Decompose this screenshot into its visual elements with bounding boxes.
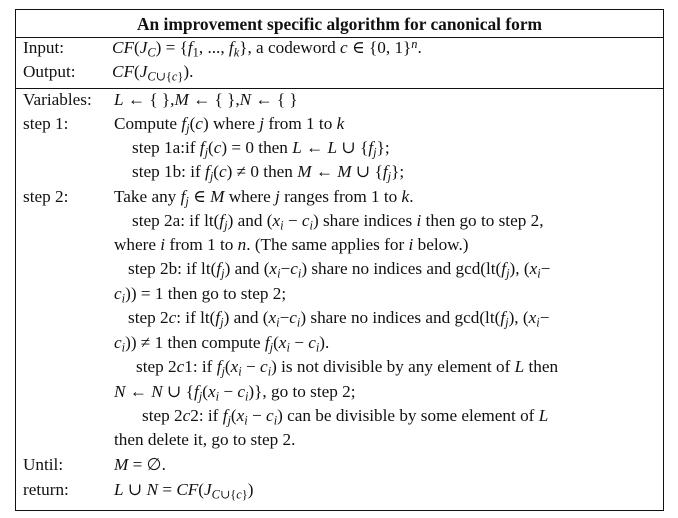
step2-main: Take any $f_j$ ∈ M where j ranges from 1 to k.	[114, 187, 414, 209]
step2b-line2: $c_i)) = 1$ then go to step 2;	[114, 284, 287, 306]
step2c-line1: step 2c: if $lt(f_j)$ and $(x_i-c_i)$ share no indices and $\gcd(lt(f_j)$, ($x_i-$	[128, 308, 550, 330]
step2-label: step 2:	[23, 187, 69, 206]
step2c1-line1: step 2c1: if $f_j(x_i - c_i)$ is not divisible by any element of L then	[136, 357, 559, 379]
step1-label: step 1:	[23, 114, 69, 133]
variables-text: L ← { },M ← { },N ← { }	[114, 90, 298, 109]
step1-main: Compute $f_j(c)$ where j from 1 to k	[114, 114, 345, 136]
step2a-line1: step 2a: if $lt(f_j)$ and $(x_i - c_i)$ share indices i then go to step 2,	[132, 211, 544, 233]
step2c2-line1: step 2c2: if $f_j(x_i - c_i)$ can be divisible by some element of L	[142, 406, 549, 428]
step2c2-line2: then delete it, go to step 2.	[114, 430, 296, 449]
algorithm-table	[15, 9, 664, 511]
input-label: Input:	[23, 38, 65, 57]
output-text: $CF(J_{C\cup\{c\}})$.	[112, 62, 194, 84]
algorithm-title: An improvement specific algorithm for canonical form	[136, 14, 543, 34]
input-text: $CF(J_C) = \{f_1$, ..., $f_k$}, a codeword c ∈ {0, 1}$^n$.	[112, 36, 422, 60]
variables-label: Variables:	[23, 90, 92, 109]
step2c-line2: $c_i)) \ne 1$ then compute $f_j(x_i - c_i)$.	[114, 333, 330, 355]
step1a: step 1a:if $f_j(c) = 0$ then L ← L ∪ $\{f_j\}$;	[132, 138, 390, 160]
step2b-line1: step 2b: if $lt(f_j)$ and $(x_i-c_i)$ share no indices and $\gcd(lt(f_j)$, ($x_i-$	[128, 259, 551, 281]
step2a-line2: where i from 1 to n. (The same applies for i below.)	[114, 235, 469, 254]
return-label: return:	[23, 480, 69, 499]
return-text: L ∪ $N = CF(J_{C\cup\{c\}})$	[114, 480, 254, 502]
until-label: Until:	[23, 455, 64, 474]
until-text: M = ∅.	[114, 455, 166, 474]
step2c1-line2: N ← N ∪ $\{f_j(x_i - c_i)\}$, go to step 2;	[114, 382, 356, 404]
output-label: Output:	[23, 62, 76, 81]
step1b: step 1b: if $f_j(c) \ne 0$ then M ← M ∪ $\{f_j\}$;	[132, 162, 405, 184]
